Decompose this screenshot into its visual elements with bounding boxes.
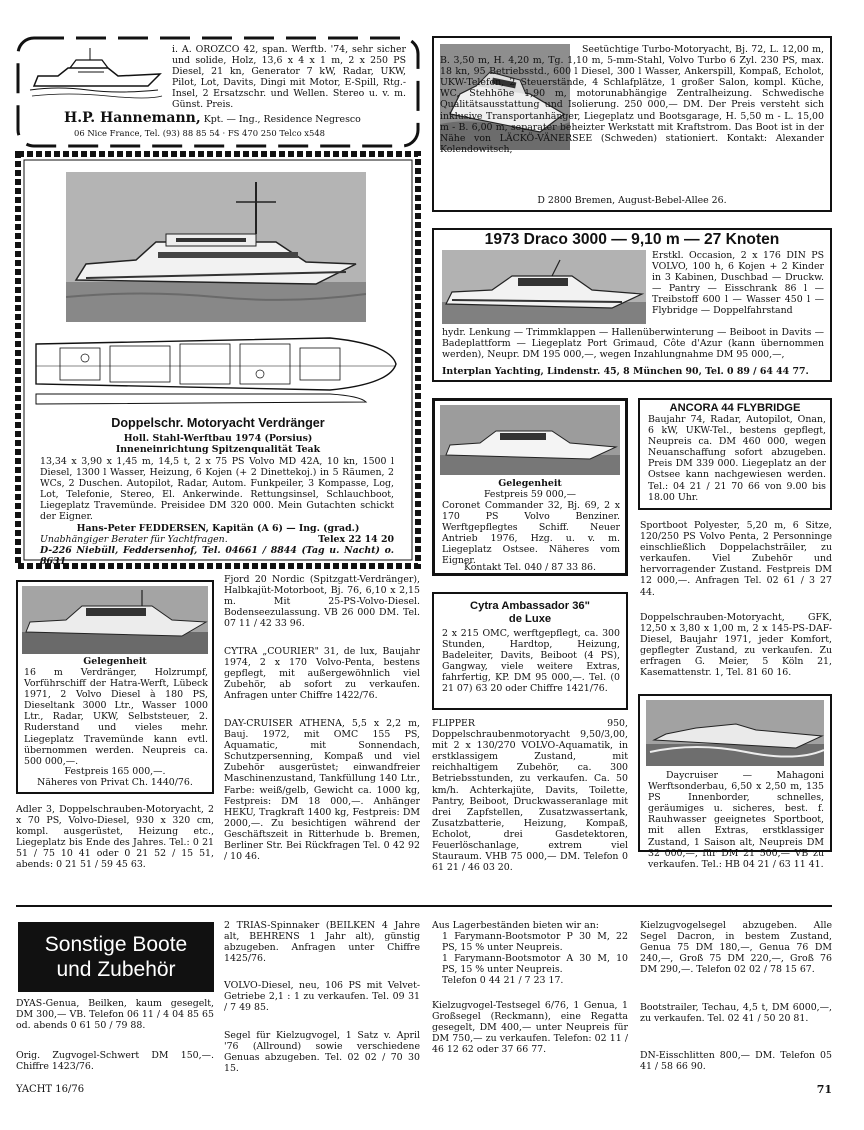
- hannemann-name: H.P. Hannemann,: [64, 110, 201, 126]
- kielzugvogelsegel-ad: Kielzugvogelsegel abzugeben. Alle Segel Dacron, in bestem Zustand, Genua 75 DM 180,—, Genua 76 DM 240,—, Groß 75 DM 220,—, Groß 76 DM 290,—. Telefon 02 02 / 78 15 67.: [640, 920, 832, 976]
- farymann-tel: Telefon 0 44 21 / 7 23 17.: [442, 975, 564, 986]
- volvo-diesel-ad: VOLVO-Diesel, neu, 106 PS mit Velvet-Getriebe 2,1 : 1 zu verkaufen. Tel. 09 31 / 7 49 85.: [224, 980, 420, 1014]
- verdraenger16-price: Festpreis 165 000,—.: [64, 766, 166, 777]
- section-rule: [16, 905, 832, 907]
- cytra-courier-ad: CYTRA „COURIER" 31, de lux, Baujahr 1974, 2 x 170 Volvo-Penta, bestens gepflegt, mit außergewöhnlich viel Zubehör, ab sofort zu verkaufen. Anfragen unter Chiffre 1422/76.: [224, 646, 420, 702]
- flipper-ad: FLIPPER 950, Doppelschraubenmotoryacht 9,50/3,00, mit 2 x 130/270 VOLVO-Aquamatik, in erstklassigem Zustand, mit reichhaltigem Zubehör, ca. 300 Betriebsstunden, zu verkaufen. Ca. 50 km/h. Achterkajüte, Davits, Toilette, Pantry, Beiboot, Druckwasseranlage mit drei Zapfstellen, Zusatzwassertank, Zusatzbatterie, Heizung, Kompaß, Echolot, drei Gasdetektoren, Feuerlöschanlage, extrem viel Stauraum. VHB 75 000,— DM. Telefon 0 61 21 / 46 03 20.: [432, 718, 628, 874]
- gfk-ad: Doppelschrauben-Motoryacht, GFK, 12,50 x 3,80 x 1,00 m, 2 x 145-PS-DAF-Diesel, Baujahr 1971, jeder Komfort, gepflegter Zustand, zu verkaufen. Zu erfragen G. Meier, 5 Köln 21, Kasemattenstr. 1, Tel. 81 60 16.: [640, 612, 832, 679]
- daycruiser-photo: [646, 700, 824, 766]
- daycruiser-mahagoni-text: Daycruiser — Mahagoni Werftsonderbau, 6,50 x 2,50 m, 135 PS Innenborder, schnelles, geräumiges u. sicheres, best. f. Rauhwasser geeignetes Sportboot, mit allen Extras, erstklassiger Zustand, 1 Saison alt, Neupreis DM 32 000,—, für DM 21 500,— VB zu verkaufen. Tel.: HB 04 21 / 63 11 41.: [648, 770, 824, 870]
- coronet-title: Gelegenheit: [498, 478, 562, 489]
- section-heading-line-2: und Zubehör: [56, 958, 176, 981]
- verdraenger16-text: 16 m Verdränger, Holzrumpf, Vorführschiff der Hatra-Werft, Lübeck 1971, 2 Volvo Diesel à 180 PS, Dieseltank 3000 Ltr., Wasser 1000 Ltr., Radar, UKW, Selbststeuer, 2. Ruderstand und vieles mehr. Liegeplatz Travemünde kann evtl. übernommen werden. Neupreis ca. 500 000,—.: [24, 667, 208, 767]
- orozco-ad-text: i. A. OROZCO 42, span. Werftb. '74, sehr sicher und solide, Holz, 13,6 x 4 x 1 m, 2 x 250 PS Diesel, 21 kn, Generator 7 kW, Radar, UKW, Pilot, Lot, Davits, Dingi mit Motor, E-Spill, Rtg.-Insel, 2 Ersatzschr. und Wellen. Stereo u. v. m. Günst. Preis.: [172, 44, 406, 111]
- turbo-ad-text: Seetüchtige Turbo-Motoryacht, Bj. 72, L. 12,00 m, B. 3,50 m, H. 4,20 m, Tg. 1,10 m, 5-mm-Stahl, Volvo Turbo 6 Zyl. 230 PS, max. 18 kn, 95 Betriebsstd., 600 l Diesel, 300 l Wasser, Ankerspill, Kompaß, Echolot, UKW-Telefon, 2 Steuerstände, 4 Schlafplätze, 1 großer Salon, kompl. Küche, WC, Stehhöhe 1,90 m, motorunabhängige Zentralheizung. Schwedische Qualitätsausstattung und Isolierung. 250 000,— DM. Der Preis versteht sich inklusive Transportanhänger, Liegeplatz und Bootsgarage, H. 5,50 m - L. 15,00 m - B. 6,00 m, separater beheizter Werkstatt mit Kraftstrom. Das Boot ist in der Nähe von LÄCKÖ-VÄNERSEE (Schweden) stationiert. Kontakt: Alexander Kolendowitsch,: [440, 44, 824, 155]
- motoryacht-drawing: [28, 46, 164, 102]
- ancora-title: ANCORA 44 FLYBRIDGE: [669, 402, 801, 414]
- verdraenger16-photo: [22, 586, 208, 654]
- zugvogel-ad: Orig. Zugvogel-Schwert DM 150,—. Chiffre 1423/76.: [16, 1050, 214, 1073]
- turbo-ad-address: D 2800 Bremen, August-Bebel-Allee 26.: [537, 195, 727, 206]
- cytra36-title-2: de Luxe: [508, 613, 552, 625]
- section-heading: [18, 922, 214, 992]
- cytra36-text: 2 x 215 OMC, werftgepflegt, ca. 300 Stunden, Hardtop, Heizung, Badeleiter, Davits, Beiboot (4 PS), Gangway, viele weitere Extras, fahrfertig, KP. DM 95 000,—. Tel. (0 21 07) 63 20 oder Chiffre 1421/76.: [442, 628, 620, 695]
- eisschlitten-ad: DN-Eisschlitten 800,— DM. Telefon 05 41 / 58 66 90.: [640, 1050, 832, 1073]
- verdraenger16-contact: Näheres von Privat Ch. 1440/76.: [37, 777, 193, 788]
- cytra36-title-1: Cytra Ambassador 36": [470, 600, 590, 612]
- coronet-price: Festpreis 59 000,—: [483, 489, 577, 500]
- adler-ad: Adler 3, Doppelschrauben-Motoryacht, 2 x 70 PS, Volvo-Diesel, 930 x 320 cm, kompl. ausgerüstet, Heizung etc., Liegeplatz bis Ende des Jahres. Tel.: 0 21 51 / 75 10 41 oder 0 21 52 / 15 51, abends: 0 21 51 / 59 45 63.: [16, 804, 214, 871]
- feddersen-contact-2: [40, 534, 394, 545]
- section-heading-line-1: Sonstige Boote: [44, 933, 188, 956]
- feddersen-subtitle-1: Holl. Stahl-Werftbau 1974 (Porsius): [123, 433, 313, 444]
- ancora-text: Baujahr 74, Radar, Autopilot, Onan, 6 kW, UKW-Tel., bestens gepflegt, Neupreis ca. DM 460 000, wegen Neuanschaffung sofort abzugeben. Preis DM 339 000. Liegeplatz an der Ostsee kann nachgewiesen werden. Tel.: 04 21 / 21 70 66 von 9.00 bis 18.00 Uhr.: [648, 414, 826, 503]
- coronet-contact: Kontakt Tel. 040 / 87 33 86.: [464, 562, 596, 573]
- feddersen-text: 13,34 x 3,90 x 1,45 m, 14,5 t, 2 x 75 PS Volvo MD 42A, 10 kn, 1500 l Diesel, 1300 l Wasser, Heizung, 6 Kojen (+ 2 Dinettekoj.) in 5 Räumen, 2 WCs, 2 Duschen. Autopilot, Radar, Autom. Funkpeiler, 3 Kompasse, Log, Lot, Telefonie, Stereo, El. Ankerwinde. Rettungsinsel, Schlauchboot, Liegeplatz Travemünde. Preisidee DM 320 000. Mein Gutachten schickt der Eigner.: [40, 456, 394, 523]
- farymann-intro: Aus Lagerbeständen bieten wir an:: [432, 920, 599, 931]
- deck-plan-drawing: [30, 324, 400, 408]
- draco-text-1: Erstkl. Occasion, 2 x 176 DIN PS VOLVO, 100 h, 6 Kojen + 2 Kinder in 3 Kabinen, Duschbad — Druckw. — Pantry — Eisschrank 86 l — Treibstoff 600 l — Wasser 450 l — Flybridge — Doppelfahrstand: [652, 250, 824, 317]
- polyester-ad: Sportboot Polyester, 5,20 m, 6 Sitze, 120/250 PS Volvo Penta, 2 Personninge einschließlich Doppelachsträiler, zu verkaufen. Viel Zubehör und hervorragender Zustand. Festpreis DM 12 000,—. Anfragen Tel. 02 61 / 3 27 44.: [640, 520, 832, 598]
- draco-title: 1973 Draco 3000 — 9,10 m — 27 Knoten: [484, 231, 780, 248]
- verdraenger-photo: [66, 172, 366, 322]
- feddersen-title: Doppelschr. Motoryacht Verdränger: [111, 416, 325, 430]
- feddersen-contact-1: Hans-Peter FEDDERSEN, Kapitän (A 6) — Ing. (grad.): [76, 523, 360, 534]
- trailer-ad: Bootstrailer, Techau, 4,5 t, DM 6000,—, zu verkaufen. Tel. 02 41 / 50 20 81.: [640, 1002, 832, 1025]
- page-number: 71: [816, 1083, 832, 1096]
- draco-contact: Interplan Yachting, Lindenstr. 45, 8 München 90, Tel. 0 89 / 64 44 77.: [442, 366, 809, 377]
- athena-ad: DAY-CRUISER ATHENA, 5,5 x 2,2 m, Bauj. 1972, mit OMC 155 PS, Aquamatic, mit Sonnendach, Schutzpersenning, Kompaß und viel Zubehör ausgerüstet; einwandfreier Maschinenzustand, Tankfüllung 140 Ltr., Farbe: weiß/gelb, Gewicht ca. 1000 kg, Festpreis: DM 18 000,—. Anhänger HEKU, Tragkraft 1400 kg, Festpreis: DM 2000,—. Zu besichtigen während der Geschäftszeit in Ritterhude b. Bremen, Berliner Str. Bei Rückfragen Tel. 0 42 92 / 10 46.: [224, 718, 420, 863]
- segel-ad: Segel für Kielzugvogel, 1 Satz v. April '76 (Allround) sowie verschiedene Genuas abzugeben. Tel. 02 02 / 70 30 15.: [224, 1030, 420, 1075]
- coronet-text: Coronet Commander 32, Bj. 69, 2 x 170 PS Volvo Benziner. Werftgepflegtes Schiff. Neuer Antrieb 1976, Hzg. u. v. m. Liegeplatz Ostsee. Näheres vom Eigner.: [442, 500, 620, 567]
- hannemann-address: 06 Nice France, Tel. (93) 88 85 54 · FS 470 250 Telco x548: [74, 128, 326, 138]
- feddersen-telex: Telex 22 14 20: [318, 534, 394, 545]
- draco-text-2: hydr. Lenkung — Trimmklappen — Hallenüberwinterung — Beiboot in Davits — Badeplattform — Liegeplatz Port Grimaud, Côte d'Azur (kann übernommen werden), Neupr. DM 195 000,—, wegen Inzahlungnahme DM 95 000,—,: [442, 327, 824, 361]
- hannemann-suffix: Kpt. — Ing., Residence Negresco: [203, 114, 361, 125]
- fjord-ad: Fjord 20 Nordic (Spitzgatt-Verdränger), Halbkajüt-Motorboot, Bj. 76, 6,10 x 2,15 m. Mit 25-PS-Volvo-Diesel. Bodenseezulassung. VB 26 000 DM. Tel. 07 11 / 42 33 96.: [224, 574, 420, 630]
- feddersen-adviser: Unabhängiger Berater für Yachtfragen.: [40, 534, 228, 545]
- farymann-2: 1 Farymann-Bootsmotor A 30 M, 10 PS, 15 % unter Neupreis.: [442, 953, 628, 976]
- coronet-photo: [440, 405, 620, 475]
- draco-yacht-photo: [442, 250, 646, 324]
- testsegel-ad: Kielzugvogel-Testsegel 6/76, 1 Genua, 1 Großsegel (Reckmann), eine Regatta gesegelt, DM 400,— unter Neupreis für DM 750,— zu verkaufen. Telefon: 02 11 / 46 12 62 oder 37 66 77.: [432, 1000, 628, 1056]
- feddersen-subtitle-2: Inneneinrichtung Spitzenqualität Teak: [115, 444, 321, 455]
- footer-issue: YACHT 16/76: [16, 1084, 85, 1095]
- feddersen-contact-3: D-226 Niebüll, Feddersenhof, Tel. 04661 / 8844 (Tag u. Nacht) o. 8631: [40, 545, 394, 568]
- dyas-ad: DYAS-Genua, Beilken, kaum gesegelt, DM 300,— VB. Telefon 06 11 / 4 04 85 65 od. abends 0 61 50 / 79 88.: [16, 998, 214, 1032]
- farymann-1: 1 Farymann-Bootsmotor P 30 M, 22 PS, 15 % unter Neupreis.: [442, 931, 628, 954]
- hannemann-contact: [64, 110, 404, 126]
- verdraenger16-title: Gelegenheit: [83, 656, 147, 667]
- trias-ad: 2 TRIAS-Spinnaker (BEILKEN 4 Jahre alt, BEHRENS 1 Jahr alt), günstig abzugeben. Anfragen unter Chiffre 1425/76.: [224, 920, 420, 965]
